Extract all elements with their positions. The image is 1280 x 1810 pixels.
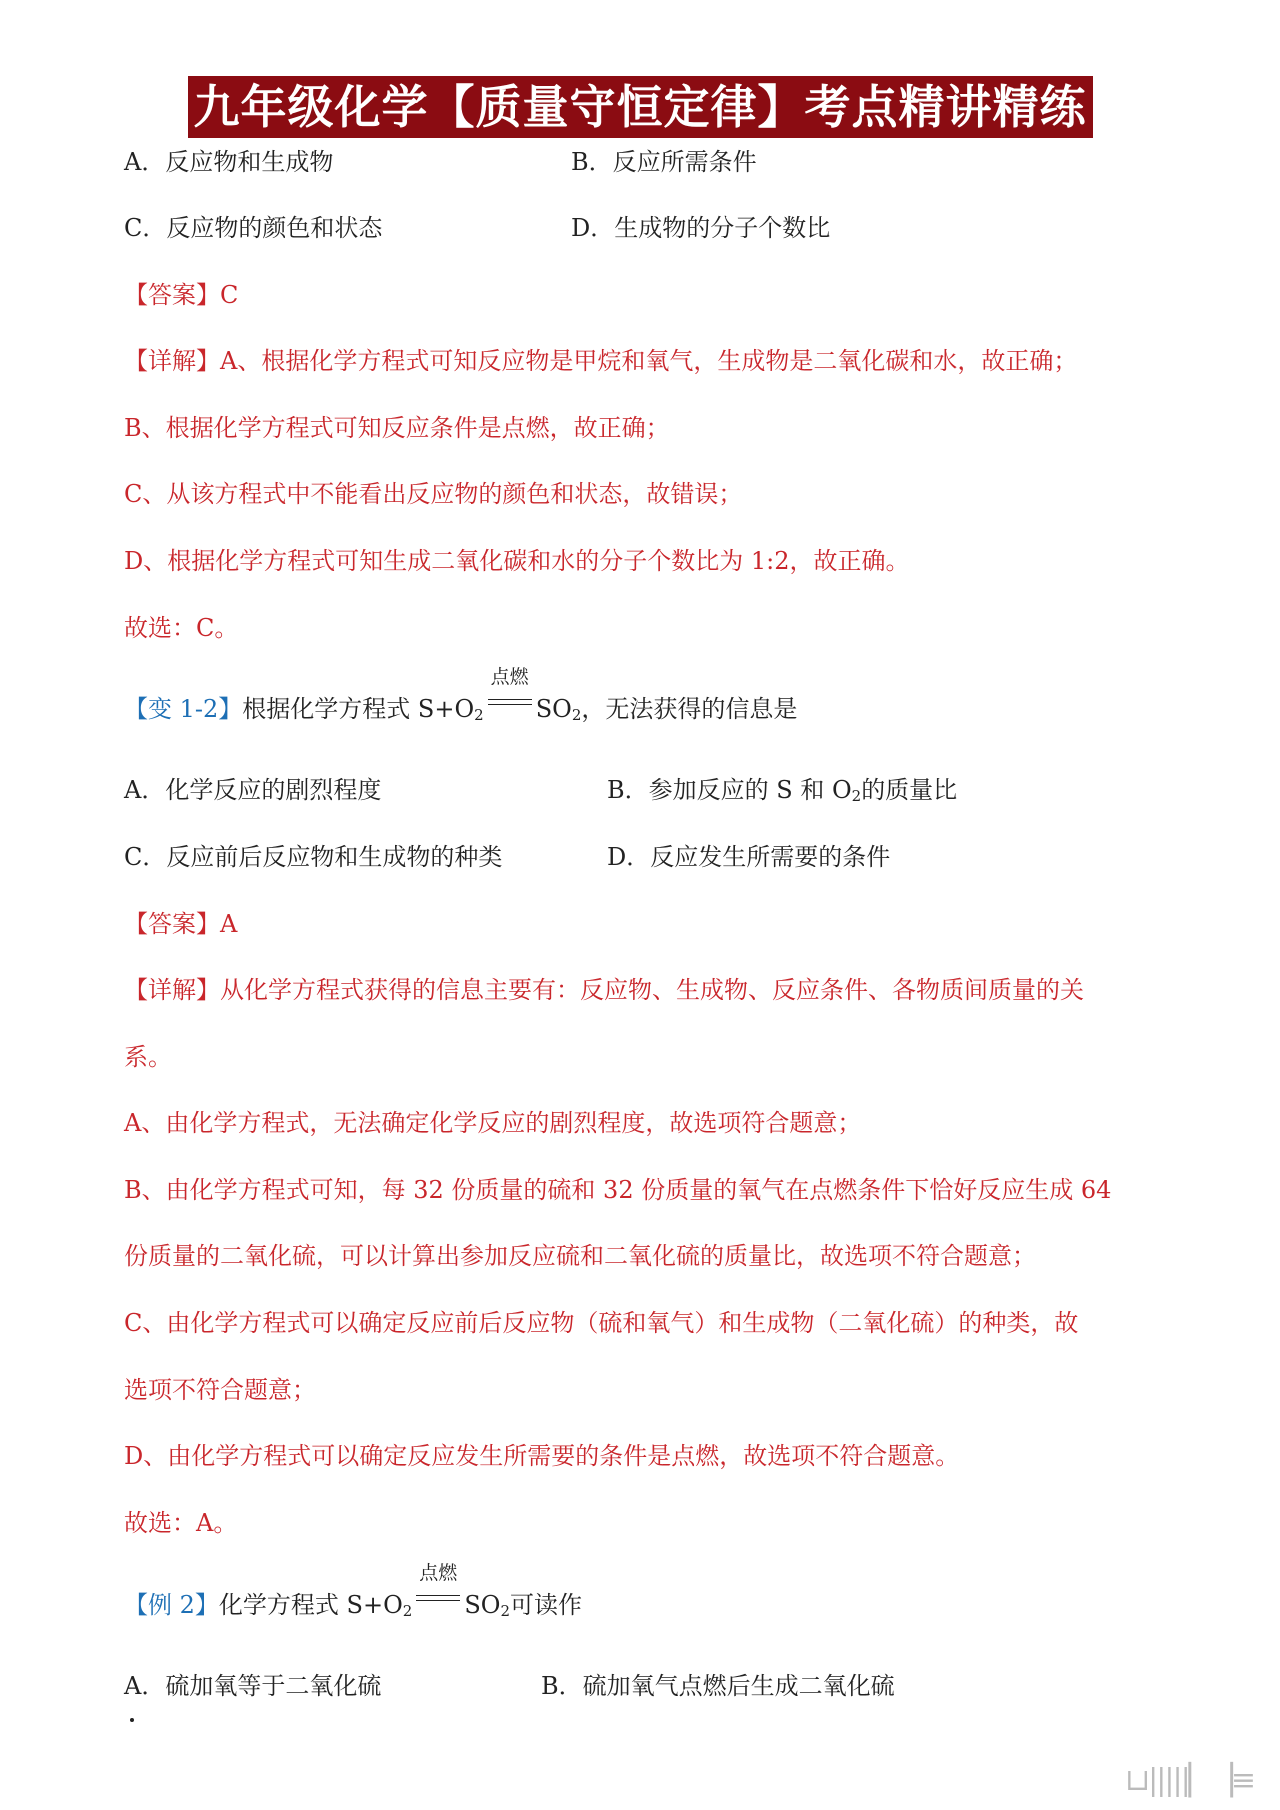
q2-detail-line: D、由化学方程式可以确定反应发生所需要的条件是点燃，故选项不符合题意。 — [124, 1442, 960, 1470]
q1-option-d: D．生成物的分子个数比 — [571, 214, 831, 242]
q2-option-d: D．反应发生所需要的条件 — [607, 843, 891, 871]
q2-option-b — [607, 774, 957, 812]
q2-subscript: 2 — [474, 706, 484, 724]
q1-option-a: A．反应物和生成物 — [124, 148, 334, 176]
q3-tag: 【例 2】 — [124, 1591, 219, 1619]
q1-detail-line: B、根据化学方程式可知反应条件是点燃，故正确； — [124, 414, 670, 442]
q3-stem — [124, 1562, 582, 1627]
q2-answer: 【答案】A — [124, 910, 238, 938]
q1-option-b: B．反应所需条件 — [571, 148, 757, 176]
page-title: 九年级化学【质量守恒定律】考点精讲精练 — [188, 76, 1093, 138]
watermark-icon: ⊔|||||▏▕≡ — [1125, 1763, 1254, 1798]
q1-detail-line: D、根据化学方程式可知生成二氧化碳和水的分子个数比为 1:2，故正确。 — [124, 547, 910, 575]
title-banner — [0, 76, 1280, 138]
q2-stem-after: ，无法获得的信息是 — [581, 695, 798, 723]
q1-option-c: C．反应物的颜色和状态 — [124, 214, 383, 242]
q2-condition: 点燃 — [490, 666, 529, 688]
q2-detail-line: 系。 — [124, 1043, 172, 1071]
q2-option-b-subscript: 2 — [851, 787, 862, 805]
q2-option-b-text: B．参加反应的 S 和 O — [607, 776, 852, 804]
q1-detail-line: 故选：C。 — [124, 614, 239, 642]
q2-tag: 【变 1-2】 — [124, 695, 243, 723]
q1-detail-line: C、从该方程式中不能看出反应物的颜色和状态，故错误； — [124, 480, 743, 508]
q2-option-a: A．化学反应的剧烈程度 — [124, 776, 382, 804]
q3-condition: 点燃 — [419, 1562, 458, 1584]
q2-detail-line: A、由化学方程式，无法确定化学反应的剧烈程度，故选项符合题意； — [124, 1109, 862, 1137]
q3-option-b: B．硫加氧气点燃后生成二氧化硫 — [541, 1672, 895, 1700]
q3-product-subscript: 2 — [500, 1602, 510, 1620]
q2-stem — [124, 666, 798, 731]
q3-stem-before: 化学方程式 S+O — [218, 1591, 403, 1619]
q2-stem-before: 根据化学方程式 S+O — [242, 695, 475, 723]
q2-detail-line: 份质量的二氧化硫，可以计算出参加反应硫和二氧化硫的质量比，故选项不符合题意； — [124, 1242, 1036, 1270]
q2-detail-line: C、由化学方程式可以确定反应前后反应物（硫和氧气）和生成物（二氧化硫）的种类，故 — [124, 1309, 1079, 1337]
q2-detail-line: B、由化学方程式可知，每 32 份质量的硫和 32 份质量的氧气在点燃条件下恰好反应生成 64 — [124, 1176, 1112, 1204]
q1-detail-line: 【详解】A、根据化学方程式可知反应物是甲烷和氧气，生成物是二氧化碳和水，故正确； — [124, 347, 1078, 375]
q2-product: SO — [535, 695, 572, 723]
q1-answer: 【答案】C — [124, 281, 239, 309]
q2-option-b-tail: 的质量比 — [861, 776, 958, 804]
q2-product-subscript: 2 — [571, 706, 582, 724]
q3-product: SO — [464, 1591, 501, 1619]
q2-detail-line: 选项不符合题意； — [124, 1376, 316, 1404]
q3-option-a: A．硫加氧等于二氧化硫 — [124, 1672, 382, 1700]
q3-subscript: 2 — [402, 1602, 413, 1620]
q3-stem-after: 可读作 — [509, 1591, 582, 1619]
q2-equation-arrow — [486, 666, 534, 725]
q2-option-c: C．反应前后反应物和生成物的种类 — [124, 843, 503, 871]
q2-detail-line: 【详解】从化学方程式获得的信息主要有：反应物、生成物、反应条件、各物质间质量的关 — [124, 976, 1084, 1004]
q3-equation-arrow — [414, 1562, 462, 1621]
q2-detail-line: 故选：A。 — [124, 1509, 238, 1537]
bullet-dot — [130, 1718, 134, 1722]
